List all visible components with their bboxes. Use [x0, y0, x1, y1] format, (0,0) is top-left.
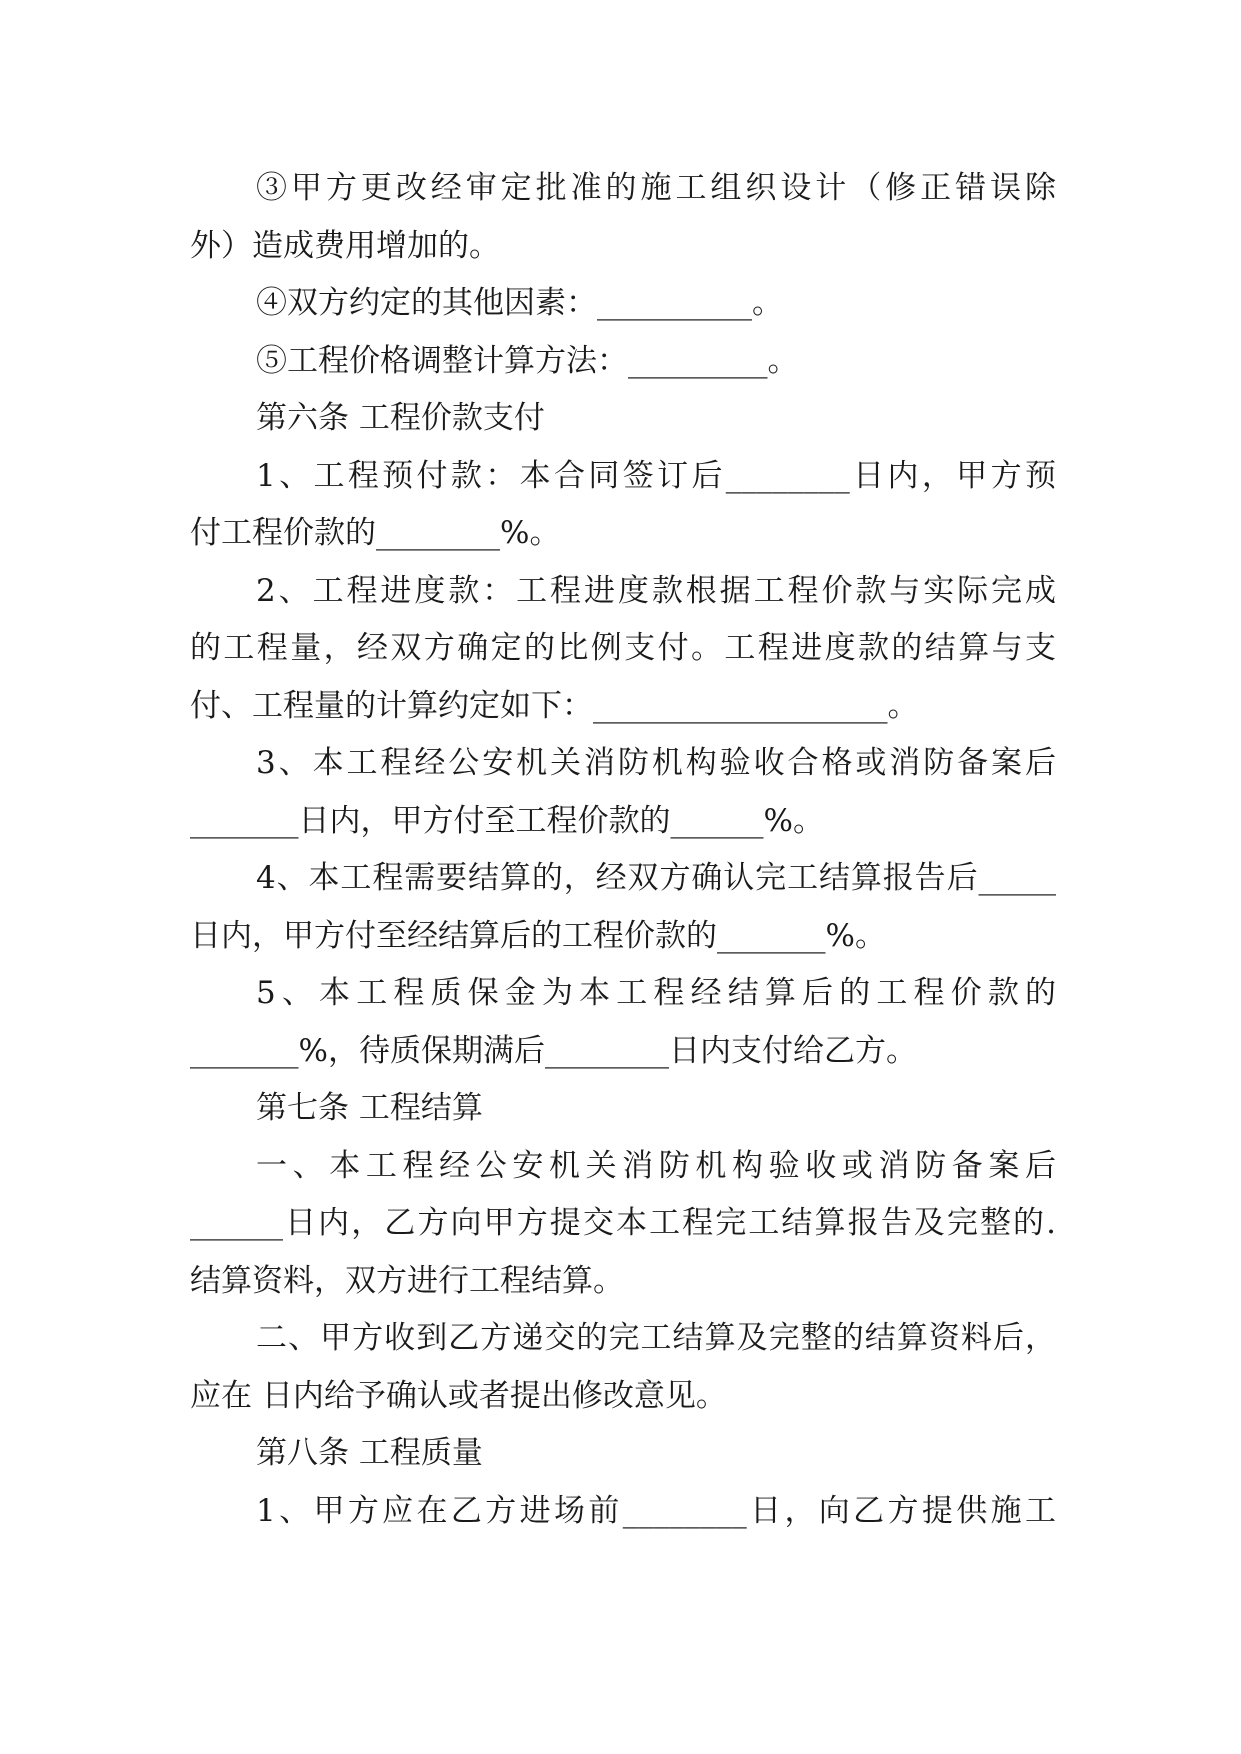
text-line: 一、本工程经公安机关消防机构验收或消防备案后 [256, 1147, 1056, 1184]
text-line: 付工程价款的________%。 [190, 515, 561, 551]
text-line: 的工程量，经双方确定的比例支付。工程进度款的结算与支 [190, 630, 1056, 666]
text-line: 4、本工程需要结算的，经双方确认完工结算报告后_____ [256, 860, 1056, 896]
text-line: 2、工程进度款：工程进度款根据工程价款与实际完成 [256, 572, 1056, 609]
text-line: 二、甲方收到乙方递交的完工结算及完整的结算资料后， [256, 1320, 1056, 1356]
document-page [190, 160, 1056, 1540]
section-heading: 第六条 工程价款支付 [256, 400, 545, 436]
text-line: ③甲方更改经审定批准的施工组织设计（修正错误除 [256, 170, 1056, 206]
text-line: 应在 日内给予确认或者提出修改意见。 [190, 1377, 727, 1414]
text-line: 日内，甲方付至经结算后的工程价款的_______%。 [190, 917, 886, 954]
text-line: 1、甲方应在乙方进场前________日，向乙方提供施工 [256, 1492, 1056, 1529]
text-line: 付、工程量的计算约定如下：___________________。 [190, 687, 919, 724]
text-line: _______日内，甲方付至工程价款的______%。 [190, 802, 824, 839]
section-heading: 第八条 工程质量 [256, 1435, 483, 1471]
text-line: ______日内，乙方向甲方提交本工程完工结算报告及完整的. [190, 1205, 1056, 1241]
text-line: 5、本工程质保金为本工程经结算后的工程价款的 [256, 975, 1056, 1011]
text-line: 外）造成费用增加的。 [190, 227, 500, 264]
text-line: ⑤工程价格调整计算方法：_________。 [256, 342, 799, 379]
section-heading: 第七条 工程结算 [256, 1090, 483, 1126]
text-line: 1、工程预付款：本合同签订后________日内，甲方预 [256, 457, 1056, 494]
text-line: 3、本工程经公安机关消防机构验收合格或消防备案后 [256, 745, 1056, 781]
text-line: ④双方约定的其他因素：__________。 [256, 285, 783, 321]
text-line: 结算资料，双方进行工程结算。 [190, 1262, 624, 1299]
text-line: _______%，待质保期满后________日内支付给乙方。 [190, 1032, 917, 1069]
